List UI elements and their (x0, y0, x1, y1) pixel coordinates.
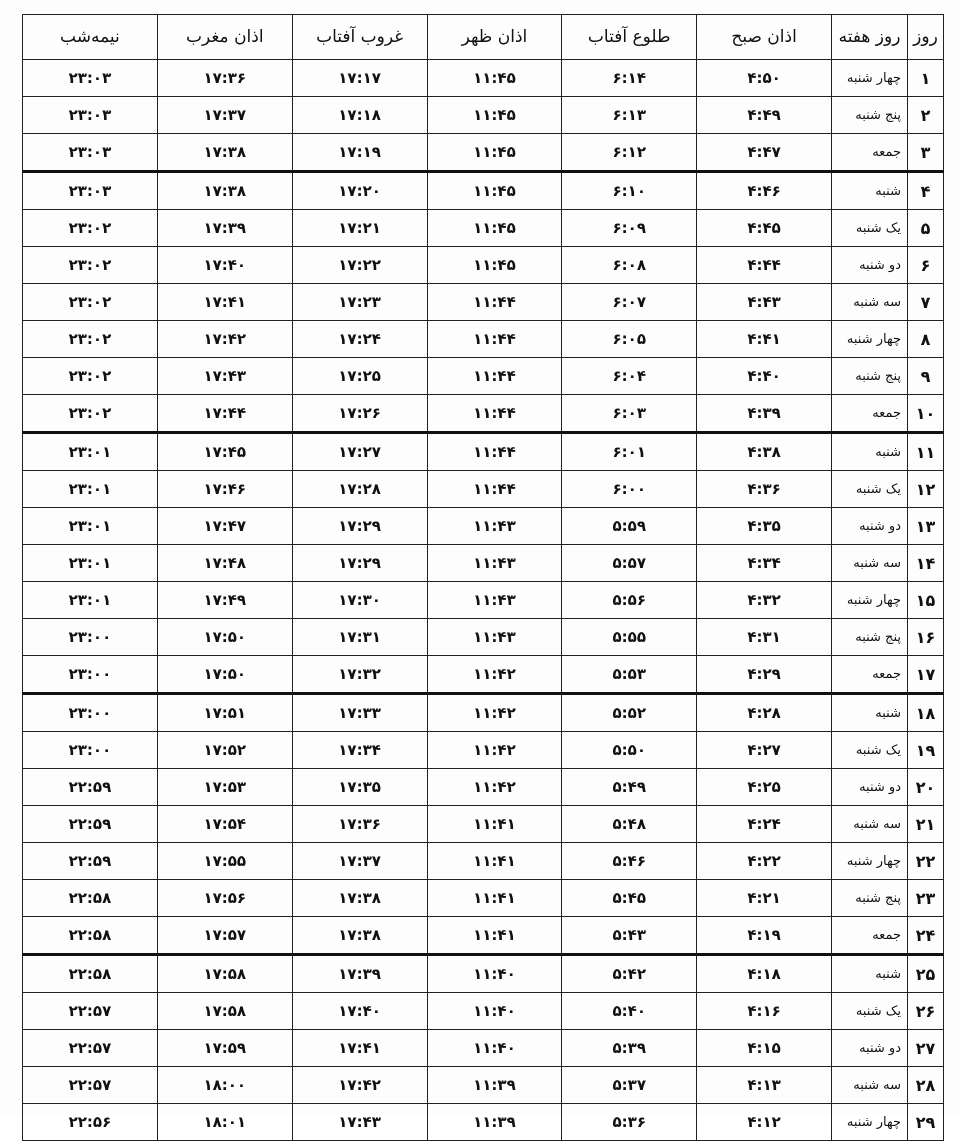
cell-midnight-time: ۲۲:۵۶ (23, 1104, 158, 1141)
cell-midnight-time: ۲۳:۰۳ (23, 97, 158, 134)
cell-maghrib-time: ۱۷:۴۸ (157, 545, 292, 582)
cell-sunrise-time: ۶:۰۴ (562, 358, 697, 395)
cell-day-number: ۱۴ (908, 545, 944, 582)
cell-fajr-time: ۴:۱۵ (697, 1030, 832, 1067)
cell-sunrise-time: ۵:۴۳ (562, 917, 697, 955)
cell-midnight-time: ۲۳:۰۱ (23, 582, 158, 619)
cell-dhuhr-time: ۱۱:۳۹ (427, 1104, 562, 1141)
cell-midnight-time: ۲۳:۰۳ (23, 60, 158, 97)
cell-weekday: پنج شنبه (832, 97, 908, 134)
table-row (23, 843, 944, 880)
table-row (23, 172, 944, 210)
cell-fajr-time: ۴:۳۹ (697, 395, 832, 433)
cell-dhuhr-time: ۱۱:۴۰ (427, 955, 562, 993)
cell-maghrib-time: ۱۷:۳۸ (157, 134, 292, 172)
cell-maghrib-time: ۱۷:۵۳ (157, 769, 292, 806)
cell-sunrise-time: ۵:۵۲ (562, 694, 697, 732)
cell-sunset-time: ۱۷:۲۵ (292, 358, 427, 395)
table-row (23, 1104, 944, 1141)
cell-maghrib-time: ۱۷:۵۸ (157, 955, 292, 993)
cell-sunrise-time: ۵:۳۹ (562, 1030, 697, 1067)
cell-fajr-time: ۴:۴۷ (697, 134, 832, 172)
header-weekday: روز هفته (832, 15, 908, 60)
table-row (23, 993, 944, 1030)
cell-maghrib-time: ۱۷:۴۲ (157, 321, 292, 358)
cell-sunrise-time: ۶:۱۴ (562, 60, 697, 97)
header-row (23, 15, 944, 60)
cell-dhuhr-time: ۱۱:۴۵ (427, 172, 562, 210)
header-sunrise: طلوع آفتاب (562, 15, 697, 60)
cell-midnight-time: ۲۳:۰۱ (23, 545, 158, 582)
cell-midnight-time: ۲۳:۰۰ (23, 656, 158, 694)
cell-day-number: ۳ (908, 134, 944, 172)
cell-dhuhr-time: ۱۱:۴۱ (427, 880, 562, 917)
cell-sunrise-time: ۵:۵۵ (562, 619, 697, 656)
table-row (23, 917, 944, 955)
cell-maghrib-time: ۱۷:۴۱ (157, 284, 292, 321)
cell-maghrib-time: ۱۷:۵۸ (157, 993, 292, 1030)
prayer-times-table (22, 14, 944, 1141)
cell-maghrib-time: ۱۷:۵۴ (157, 806, 292, 843)
cell-day-number: ۶ (908, 247, 944, 284)
cell-sunrise-time: ۶:۰۳ (562, 395, 697, 433)
cell-midnight-time: ۲۳:۰۳ (23, 172, 158, 210)
header-sunset: غروب آفتاب (292, 15, 427, 60)
cell-sunset-time: ۱۷:۴۲ (292, 1067, 427, 1104)
table-row (23, 433, 944, 471)
table-row (23, 134, 944, 172)
cell-fajr-time: ۴:۵۰ (697, 60, 832, 97)
cell-dhuhr-time: ۱۱:۴۱ (427, 806, 562, 843)
cell-day-number: ۲۰ (908, 769, 944, 806)
table-row (23, 210, 944, 247)
cell-fajr-time: ۴:۱۶ (697, 993, 832, 1030)
cell-dhuhr-time: ۱۱:۴۰ (427, 1030, 562, 1067)
cell-fajr-time: ۴:۴۶ (697, 172, 832, 210)
cell-dhuhr-time: ۱۱:۴۳ (427, 619, 562, 656)
cell-midnight-time: ۲۲:۵۷ (23, 993, 158, 1030)
cell-weekday: دو شنبه (832, 1030, 908, 1067)
cell-day-number: ۲۵ (908, 955, 944, 993)
cell-day-number: ۱۰ (908, 395, 944, 433)
cell-maghrib-time: ۱۷:۳۹ (157, 210, 292, 247)
cell-sunrise-time: ۵:۴۵ (562, 880, 697, 917)
cell-dhuhr-time: ۱۱:۴۱ (427, 843, 562, 880)
cell-dhuhr-time: ۱۱:۴۴ (427, 321, 562, 358)
table-row (23, 321, 944, 358)
cell-sunrise-time: ۵:۴۹ (562, 769, 697, 806)
table-row (23, 694, 944, 732)
cell-dhuhr-time: ۱۱:۴۱ (427, 917, 562, 955)
cell-day-number: ۱۹ (908, 732, 944, 769)
cell-maghrib-time: ۱۷:۳۷ (157, 97, 292, 134)
cell-fajr-time: ۴:۳۶ (697, 471, 832, 508)
cell-sunrise-time: ۶:۱۰ (562, 172, 697, 210)
cell-sunrise-time: ۶:۱۳ (562, 97, 697, 134)
cell-fajr-time: ۴:۱۲ (697, 1104, 832, 1141)
cell-weekday: سه شنبه (832, 545, 908, 582)
cell-day-number: ۸ (908, 321, 944, 358)
cell-sunset-time: ۱۷:۳۰ (292, 582, 427, 619)
cell-sunset-time: ۱۷:۲۱ (292, 210, 427, 247)
cell-fajr-time: ۴:۲۱ (697, 880, 832, 917)
cell-weekday: یک شنبه (832, 993, 908, 1030)
cell-midnight-time: ۲۳:۰۱ (23, 471, 158, 508)
cell-sunset-time: ۱۷:۳۵ (292, 769, 427, 806)
cell-weekday: پنج شنبه (832, 358, 908, 395)
cell-maghrib-time: ۱۷:۳۶ (157, 60, 292, 97)
cell-dhuhr-time: ۱۱:۴۳ (427, 508, 562, 545)
header-fajr: اذان صبح (697, 15, 832, 60)
cell-fajr-time: ۴:۳۵ (697, 508, 832, 545)
table-row (23, 806, 944, 843)
cell-weekday: شنبه (832, 694, 908, 732)
cell-sunrise-time: ۵:۴۸ (562, 806, 697, 843)
cell-weekday: یک شنبه (832, 471, 908, 508)
cell-sunrise-time: ۵:۵۶ (562, 582, 697, 619)
cell-maghrib-time: ۱۷:۵۹ (157, 1030, 292, 1067)
table-row (23, 545, 944, 582)
cell-weekday: چهار شنبه (832, 321, 908, 358)
cell-weekday: شنبه (832, 433, 908, 471)
cell-day-number: ۱۶ (908, 619, 944, 656)
cell-dhuhr-time: ۱۱:۴۴ (427, 395, 562, 433)
cell-midnight-time: ۲۳:۰۲ (23, 321, 158, 358)
cell-weekday: پنج شنبه (832, 619, 908, 656)
cell-fajr-time: ۴:۲۲ (697, 843, 832, 880)
cell-sunset-time: ۱۷:۳۷ (292, 843, 427, 880)
cell-sunrise-time: ۶:۰۵ (562, 321, 697, 358)
cell-weekday: یک شنبه (832, 210, 908, 247)
table-row (23, 732, 944, 769)
cell-fajr-time: ۴:۳۱ (697, 619, 832, 656)
cell-sunrise-time: ۵:۳۶ (562, 1104, 697, 1141)
table-row (23, 769, 944, 806)
cell-weekday: جمعه (832, 917, 908, 955)
table-row (23, 656, 944, 694)
cell-dhuhr-time: ۱۱:۴۵ (427, 247, 562, 284)
cell-day-number: ۲۹ (908, 1104, 944, 1141)
cell-day-number: ۲۶ (908, 993, 944, 1030)
cell-day-number: ۱۲ (908, 471, 944, 508)
cell-dhuhr-time: ۱۱:۴۴ (427, 358, 562, 395)
cell-fajr-time: ۴:۴۳ (697, 284, 832, 321)
cell-sunset-time: ۱۷:۲۸ (292, 471, 427, 508)
cell-sunset-time: ۱۷:۳۸ (292, 917, 427, 955)
cell-sunset-time: ۱۷:۲۴ (292, 321, 427, 358)
cell-fajr-time: ۴:۲۹ (697, 656, 832, 694)
cell-fajr-time: ۴:۴۹ (697, 97, 832, 134)
cell-weekday: چهار شنبه (832, 1104, 908, 1141)
cell-dhuhr-time: ۱۱:۴۵ (427, 97, 562, 134)
cell-sunset-time: ۱۷:۳۶ (292, 806, 427, 843)
cell-sunset-time: ۱۷:۳۳ (292, 694, 427, 732)
cell-maghrib-time: ۱۷:۴۴ (157, 395, 292, 433)
cell-sunrise-time: ۶:۰۸ (562, 247, 697, 284)
cell-sunset-time: ۱۷:۴۳ (292, 1104, 427, 1141)
cell-day-number: ۱۸ (908, 694, 944, 732)
table-row (23, 1030, 944, 1067)
cell-fajr-time: ۴:۲۵ (697, 769, 832, 806)
cell-day-number: ۲۱ (908, 806, 944, 843)
table-row (23, 619, 944, 656)
cell-midnight-time: ۲۲:۵۷ (23, 1067, 158, 1104)
cell-dhuhr-time: ۱۱:۴۲ (427, 769, 562, 806)
cell-maghrib-time: ۱۷:۴۷ (157, 508, 292, 545)
cell-sunset-time: ۱۷:۳۹ (292, 955, 427, 993)
cell-weekday: جمعه (832, 656, 908, 694)
table-row (23, 284, 944, 321)
cell-sunset-time: ۱۷:۲۲ (292, 247, 427, 284)
cell-sunrise-time: ۵:۴۰ (562, 993, 697, 1030)
cell-maghrib-time: ۱۷:۵۰ (157, 656, 292, 694)
cell-weekday: جمعه (832, 134, 908, 172)
cell-fajr-time: ۴:۲۴ (697, 806, 832, 843)
cell-maghrib-time: ۱۷:۵۷ (157, 917, 292, 955)
cell-sunrise-time: ۶:۱۲ (562, 134, 697, 172)
cell-sunset-time: ۱۷:۳۲ (292, 656, 427, 694)
cell-sunset-time: ۱۷:۱۷ (292, 60, 427, 97)
cell-fajr-time: ۴:۴۰ (697, 358, 832, 395)
table-row (23, 395, 944, 433)
header-dhuhr: اذان ظهر (427, 15, 562, 60)
cell-day-number: ۲۴ (908, 917, 944, 955)
cell-midnight-time: ۲۳:۰۱ (23, 508, 158, 545)
cell-midnight-time: ۲۳:۰۲ (23, 358, 158, 395)
cell-maghrib-time: ۱۸:۰۱ (157, 1104, 292, 1141)
cell-weekday: دو شنبه (832, 508, 908, 545)
cell-fajr-time: ۴:۴۱ (697, 321, 832, 358)
cell-midnight-time: ۲۳:۰۳ (23, 134, 158, 172)
cell-fajr-time: ۴:۴۴ (697, 247, 832, 284)
cell-sunrise-time: ۶:۰۱ (562, 433, 697, 471)
cell-fajr-time: ۴:۴۵ (697, 210, 832, 247)
cell-midnight-time: ۲۲:۵۹ (23, 806, 158, 843)
cell-sunrise-time: ۵:۳۷ (562, 1067, 697, 1104)
cell-maghrib-time: ۱۸:۰۰ (157, 1067, 292, 1104)
cell-maghrib-time: ۱۷:۵۱ (157, 694, 292, 732)
cell-weekday: دو شنبه (832, 247, 908, 284)
cell-weekday: شنبه (832, 172, 908, 210)
cell-fajr-time: ۴:۲۸ (697, 694, 832, 732)
cell-day-number: ۴ (908, 172, 944, 210)
cell-midnight-time: ۲۳:۰۲ (23, 284, 158, 321)
cell-fajr-time: ۴:۱۸ (697, 955, 832, 993)
cell-fajr-time: ۴:۲۷ (697, 732, 832, 769)
cell-midnight-time: ۲۲:۵۹ (23, 769, 158, 806)
cell-day-number: ۵ (908, 210, 944, 247)
cell-fajr-time: ۴:۱۳ (697, 1067, 832, 1104)
cell-sunrise-time: ۵:۴۶ (562, 843, 697, 880)
cell-day-number: ۱۷ (908, 656, 944, 694)
cell-midnight-time: ۲۳:۰۲ (23, 395, 158, 433)
cell-sunrise-time: ۶:۰۹ (562, 210, 697, 247)
table-row (23, 471, 944, 508)
cell-dhuhr-time: ۱۱:۴۳ (427, 582, 562, 619)
cell-sunset-time: ۱۷:۱۸ (292, 97, 427, 134)
cell-weekday: چهار شنبه (832, 582, 908, 619)
cell-weekday: سه شنبه (832, 806, 908, 843)
cell-weekday: یک شنبه (832, 732, 908, 769)
cell-sunset-time: ۱۷:۲۶ (292, 395, 427, 433)
cell-dhuhr-time: ۱۱:۴۳ (427, 545, 562, 582)
cell-dhuhr-time: ۱۱:۴۴ (427, 284, 562, 321)
cell-dhuhr-time: ۱۱:۴۵ (427, 210, 562, 247)
cell-day-number: ۱۱ (908, 433, 944, 471)
cell-sunrise-time: ۵:۵۷ (562, 545, 697, 582)
cell-dhuhr-time: ۱۱:۴۲ (427, 656, 562, 694)
header-maghrib: اذان مغرب (157, 15, 292, 60)
cell-maghrib-time: ۱۷:۵۶ (157, 880, 292, 917)
cell-dhuhr-time: ۱۱:۴۴ (427, 433, 562, 471)
header-day-number: روز (908, 15, 944, 60)
cell-maghrib-time: ۱۷:۵۵ (157, 843, 292, 880)
cell-dhuhr-time: ۱۱:۴۴ (427, 471, 562, 508)
cell-fajr-time: ۴:۳۴ (697, 545, 832, 582)
table-body (23, 60, 944, 1141)
cell-sunrise-time: ۵:۵۰ (562, 732, 697, 769)
cell-sunset-time: ۱۷:۲۰ (292, 172, 427, 210)
table-row (23, 358, 944, 395)
cell-fajr-time: ۴:۳۲ (697, 582, 832, 619)
table-row (23, 508, 944, 545)
cell-day-number: ۱ (908, 60, 944, 97)
cell-midnight-time: ۲۲:۵۸ (23, 917, 158, 955)
cell-weekday: جمعه (832, 395, 908, 433)
cell-midnight-time: ۲۳:۰۰ (23, 732, 158, 769)
cell-weekday: دو شنبه (832, 769, 908, 806)
cell-dhuhr-time: ۱۱:۳۹ (427, 1067, 562, 1104)
table-row (23, 247, 944, 284)
cell-midnight-time: ۲۲:۵۸ (23, 955, 158, 993)
cell-midnight-time: ۲۲:۵۸ (23, 880, 158, 917)
cell-sunset-time: ۱۷:۲۹ (292, 508, 427, 545)
cell-midnight-time: ۲۳:۰۲ (23, 247, 158, 284)
table-row (23, 582, 944, 619)
cell-day-number: ۹ (908, 358, 944, 395)
cell-sunset-time: ۱۷:۳۴ (292, 732, 427, 769)
cell-day-number: ۲۲ (908, 843, 944, 880)
cell-maghrib-time: ۱۷:۳۸ (157, 172, 292, 210)
cell-dhuhr-time: ۱۱:۴۵ (427, 134, 562, 172)
table-row (23, 1067, 944, 1104)
cell-weekday: شنبه (832, 955, 908, 993)
cell-sunset-time: ۱۷:۴۱ (292, 1030, 427, 1067)
cell-midnight-time: ۲۳:۰۰ (23, 619, 158, 656)
cell-day-number: ۱۳ (908, 508, 944, 545)
cell-sunset-time: ۱۷:۳۸ (292, 880, 427, 917)
cell-dhuhr-time: ۱۱:۴۲ (427, 694, 562, 732)
cell-maghrib-time: ۱۷:۴۳ (157, 358, 292, 395)
cell-day-number: ۷ (908, 284, 944, 321)
table-row (23, 955, 944, 993)
cell-maghrib-time: ۱۷:۴۹ (157, 582, 292, 619)
cell-sunrise-time: ۵:۴۲ (562, 955, 697, 993)
cell-dhuhr-time: ۱۱:۴۲ (427, 732, 562, 769)
cell-maghrib-time: ۱۷:۴۵ (157, 433, 292, 471)
cell-midnight-time: ۲۳:۰۱ (23, 433, 158, 471)
cell-fajr-time: ۴:۳۸ (697, 433, 832, 471)
cell-sunrise-time: ۶:۰۰ (562, 471, 697, 508)
cell-weekday: پنج شنبه (832, 880, 908, 917)
table-row (23, 60, 944, 97)
cell-sunrise-time: ۶:۰۷ (562, 284, 697, 321)
cell-day-number: ۲ (908, 97, 944, 134)
table-row (23, 97, 944, 134)
table-row (23, 880, 944, 917)
cell-weekday: چهار شنبه (832, 843, 908, 880)
cell-maghrib-time: ۱۷:۵۲ (157, 732, 292, 769)
cell-day-number: ۲۷ (908, 1030, 944, 1067)
cell-maghrib-time: ۱۷:۴۰ (157, 247, 292, 284)
cell-maghrib-time: ۱۷:۴۶ (157, 471, 292, 508)
cell-maghrib-time: ۱۷:۵۰ (157, 619, 292, 656)
cell-sunset-time: ۱۷:۴۰ (292, 993, 427, 1030)
cell-fajr-time: ۴:۱۹ (697, 917, 832, 955)
cell-dhuhr-time: ۱۱:۴۵ (427, 60, 562, 97)
cell-midnight-time: ۲۲:۵۹ (23, 843, 158, 880)
cell-midnight-time: ۲۳:۰۲ (23, 210, 158, 247)
cell-sunset-time: ۱۷:۲۹ (292, 545, 427, 582)
cell-sunrise-time: ۵:۵۳ (562, 656, 697, 694)
cell-midnight-time: ۲۳:۰۰ (23, 694, 158, 732)
cell-weekday: چهار شنبه (832, 60, 908, 97)
cell-day-number: ۲۸ (908, 1067, 944, 1104)
cell-sunset-time: ۱۷:۱۹ (292, 134, 427, 172)
cell-weekday: سه شنبه (832, 284, 908, 321)
cell-day-number: ۲۳ (908, 880, 944, 917)
cell-day-number: ۱۵ (908, 582, 944, 619)
cell-weekday: سه شنبه (832, 1067, 908, 1104)
cell-sunset-time: ۱۷:۲۳ (292, 284, 427, 321)
table-header (23, 15, 944, 60)
cell-midnight-time: ۲۲:۵۷ (23, 1030, 158, 1067)
cell-sunset-time: ۱۷:۳۱ (292, 619, 427, 656)
cell-dhuhr-time: ۱۱:۴۰ (427, 993, 562, 1030)
cell-sunset-time: ۱۷:۲۷ (292, 433, 427, 471)
header-midnight: نیمه‌شب (23, 15, 158, 60)
cell-sunrise-time: ۵:۵۹ (562, 508, 697, 545)
